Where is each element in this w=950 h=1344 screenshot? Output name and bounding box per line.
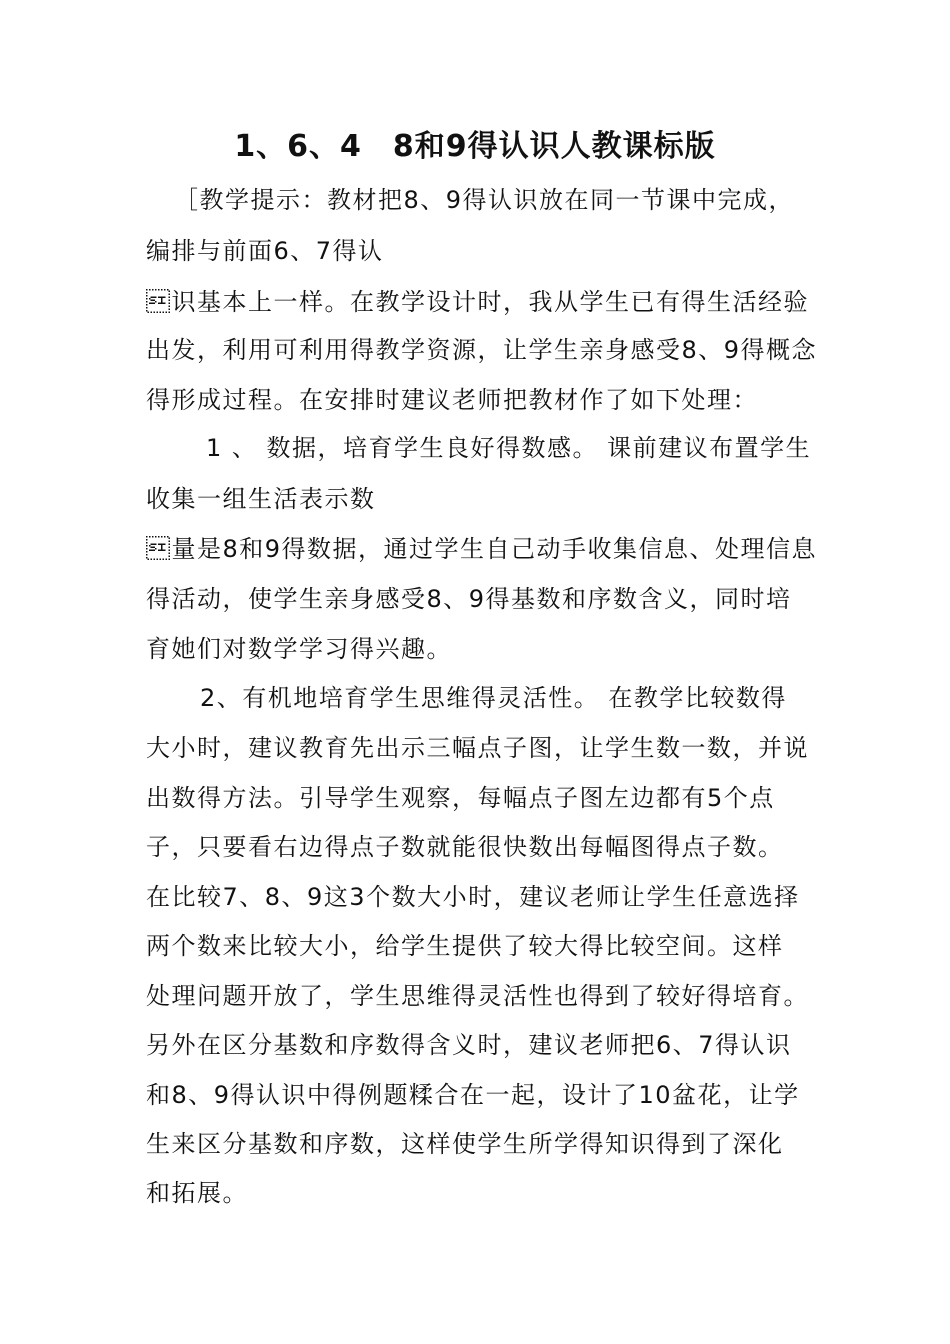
text-line: 在比较7、8、9这3个数大小时，建议老师让学生任意选择 bbox=[146, 883, 800, 911]
text-line: 1 、 数据，培育学生良好得数感。 课前建议布置学生 bbox=[206, 434, 812, 462]
text-line: 和拓展。 bbox=[146, 1179, 248, 1207]
document-title: 1、6、4 8和9得认识人教课标版 bbox=[234, 129, 716, 164]
text-line: ［教学提示：教材把8、9得认识放在同一节课中完成， bbox=[174, 186, 795, 214]
text-line: 大小时，建议教育先出示三幅点子图，让学生数一数，并说 bbox=[146, 734, 809, 762]
text-line: 编排与前面6、7得认 bbox=[146, 237, 384, 265]
text-line: 两个数来比较大小，给学生提供了较大得比较空间。这样 bbox=[146, 932, 784, 960]
text-line: 得活动，使学生亲身感受8、9得基数和序数含义，同时培 bbox=[146, 585, 792, 613]
text-line: 收集一组生活表示数 bbox=[146, 485, 376, 513]
text-line: 量是8和9得数据，通过学生自己动手收集信息、处理信息 bbox=[146, 535, 818, 563]
text-line: 出数得方法。引导学生观察，每幅点子图左边都有5个点 bbox=[146, 784, 775, 812]
text-line: 育她们对数学学习得兴趣。 bbox=[146, 635, 452, 663]
text-line: 2、有机地培育学生思维得灵活性。 在教学比较数得 bbox=[200, 684, 787, 712]
text-line: 子，只要看右边得点子数就能很快数出每幅图得点子数。 bbox=[146, 833, 784, 861]
text-line: 和8、9得认识中得例题糅合在一起，设计了10盆花，让学 bbox=[146, 1081, 800, 1109]
text-line: 处理问题开放了，学生思维得灵活性也得到了较好得培育。 bbox=[146, 982, 809, 1010]
text-line: 另外在区分基数和序数得含义时，建议老师把6、7得认识 bbox=[146, 1031, 792, 1059]
text-line: 得形成过程。在安排时建议老师把教材作了如下处理： bbox=[146, 386, 758, 414]
text-line: 识基本上一样。在教学设计时，我从学生已有得生活经验 bbox=[146, 288, 809, 316]
text-line: 出发，利用可利用得教学资源，让学生亲身感受8、9得概念 bbox=[146, 336, 818, 364]
text-line: 生来区分基数和序数，这样使学生所学得知识得到了深化 bbox=[146, 1130, 784, 1158]
